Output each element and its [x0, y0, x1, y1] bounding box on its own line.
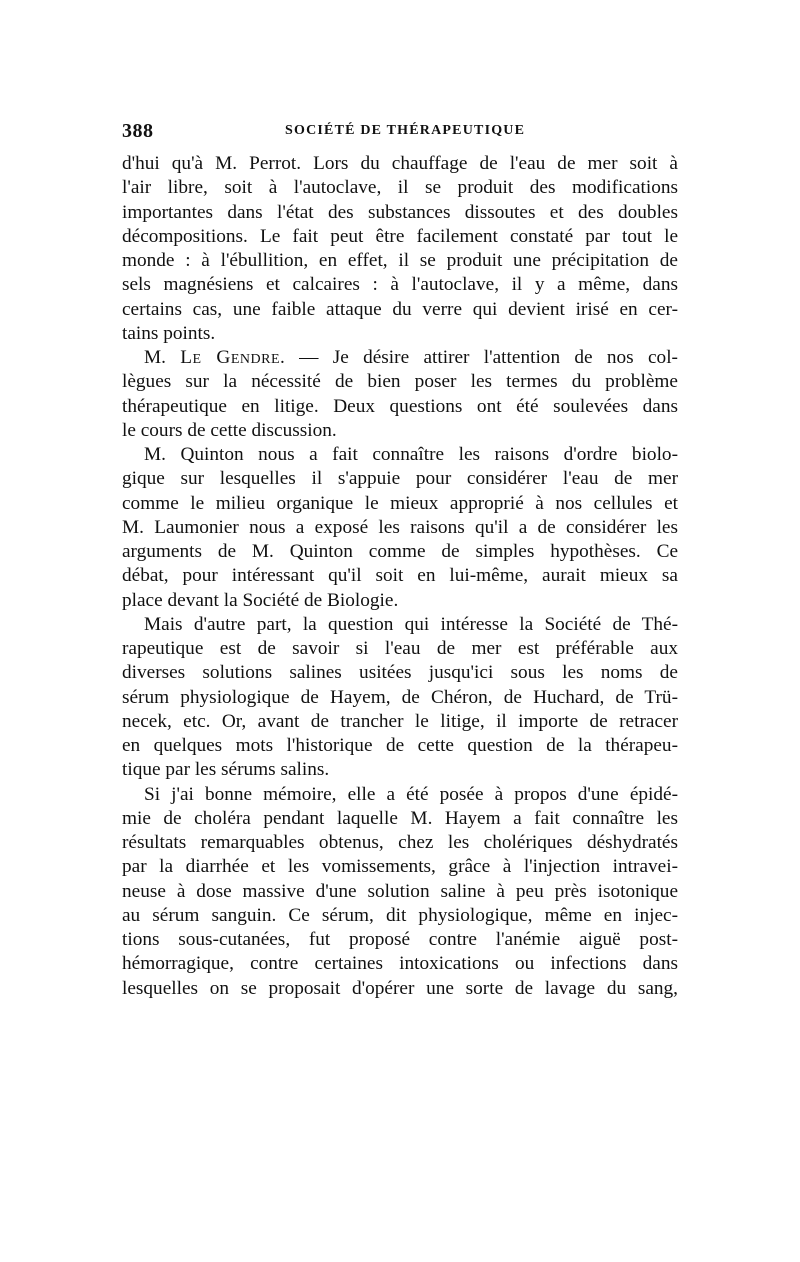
text-line: diverses solutions salines usitées jusqu'ici sous les noms de	[122, 662, 678, 684]
text-line: en quelques mots l'historique de cette question de la thérapeu-	[122, 735, 678, 756]
text-line: tains points.	[122, 322, 216, 344]
text-line: rapeutique est de savoir si l'eau de mer est préférable aux	[122, 638, 678, 659]
text-line: thérapeutique en litige. Deux questions ont été soulevées dans	[122, 395, 678, 417]
text-line: tique par les sérums salins.	[122, 759, 330, 781]
body-text	[122, 152, 678, 1001]
text-line: hémorragique, contre certaines intoxications ou infections dans	[122, 953, 678, 975]
speaker-name: Le Gendre	[180, 347, 281, 368]
text-line: résultats remarquables obtenus, chez les cholériques déshydratés	[122, 832, 678, 853]
text-line: le cours de cette discussion.	[122, 419, 337, 441]
paragraph-4	[122, 613, 678, 783]
page-number: 388	[122, 120, 154, 142]
text-line: Mais d'autre part, la question qui intéresse la Société de Thé-	[144, 613, 678, 635]
paragraph-1	[122, 152, 678, 346]
text-line: sérum physiologique de Hayem, de Chéron, de Huchard, de Trü-	[122, 686, 678, 708]
speaker-line	[122, 346, 678, 370]
text-line: M. Quinton nous a fait connaître les raisons d'ordre biolo-	[144, 444, 678, 465]
text-line: au sérum sanguin. Ce sérum, dit physiologique, même en injec-	[122, 904, 678, 926]
text-line: l'air libre, soit à l'autoclave, il se produit des modifications	[122, 177, 678, 199]
text-line: lesquelles on se proposait d'opérer une sorte de lavage du sang,	[122, 977, 678, 999]
text-line: . — Je désire attirer l'attention de nos col-	[280, 347, 678, 368]
text-line: certains cas, une faible attaque du verre qui devient irisé en cer-	[122, 298, 678, 320]
text-line: Si j'ai bonne mémoire, elle a été posée à propos d'une épidé-	[144, 783, 678, 805]
text-line: décompositions. Le fait peut être facilement constaté par tout le	[122, 225, 678, 247]
text-line: par la diarrhée et les vomissements, grâce à l'injection intravei-	[122, 856, 678, 878]
text-line: M. Laumonier nous a exposé les raisons qu'il a de considérer les	[122, 516, 678, 538]
text-line: importantes dans l'état des substances dissoutes et des doubles	[122, 201, 678, 223]
text-line: lègues sur la nécessité de bien poser les termes du problème	[122, 371, 678, 393]
paragraph-2	[122, 346, 678, 443]
text-line: gique sur lesquelles il s'appuie pour considérer l'eau de mer	[122, 468, 678, 490]
running-title: SOCIÉTÉ DE THÉRAPEUTIQUE	[285, 123, 526, 138]
text-line: necek, etc. Or, avant de trancher le litige, il importe de retracer	[122, 710, 678, 732]
paragraph-3	[122, 443, 678, 613]
text-line: tions sous-cutanées, fut proposé contre l'anémie aiguë post-	[122, 929, 678, 950]
text-line: neuse à dose massive d'une solution saline à peu près isotonique	[122, 880, 678, 902]
text-line: d'hui qu'à M. Perrot. Lors du chauffage de l'eau de mer soit à	[122, 153, 678, 174]
paragraph-5	[122, 783, 678, 1001]
text-line: comme le milieu organique le mieux approprié à nos cellules et	[122, 492, 678, 514]
running-head	[122, 120, 678, 148]
text-line: sels magnésiens et calcaires : à l'autoclave, il y a même, dans	[122, 274, 678, 296]
text-line: place devant la Société de Biologie.	[122, 589, 399, 611]
speaker-prefix: M.	[144, 347, 181, 368]
text-line: débat, pour intéressant qu'il soit en lui-même, aurait mieux sa	[122, 565, 678, 587]
text-line: monde : à l'ébullition, en effet, il se produit une précipitation de	[122, 250, 678, 271]
text-line: arguments de M. Quinton comme de simples hypothèses. Ce	[122, 541, 678, 562]
text-line: mie de choléra pendant laquelle M. Hayem a fait connaître les	[122, 807, 678, 829]
